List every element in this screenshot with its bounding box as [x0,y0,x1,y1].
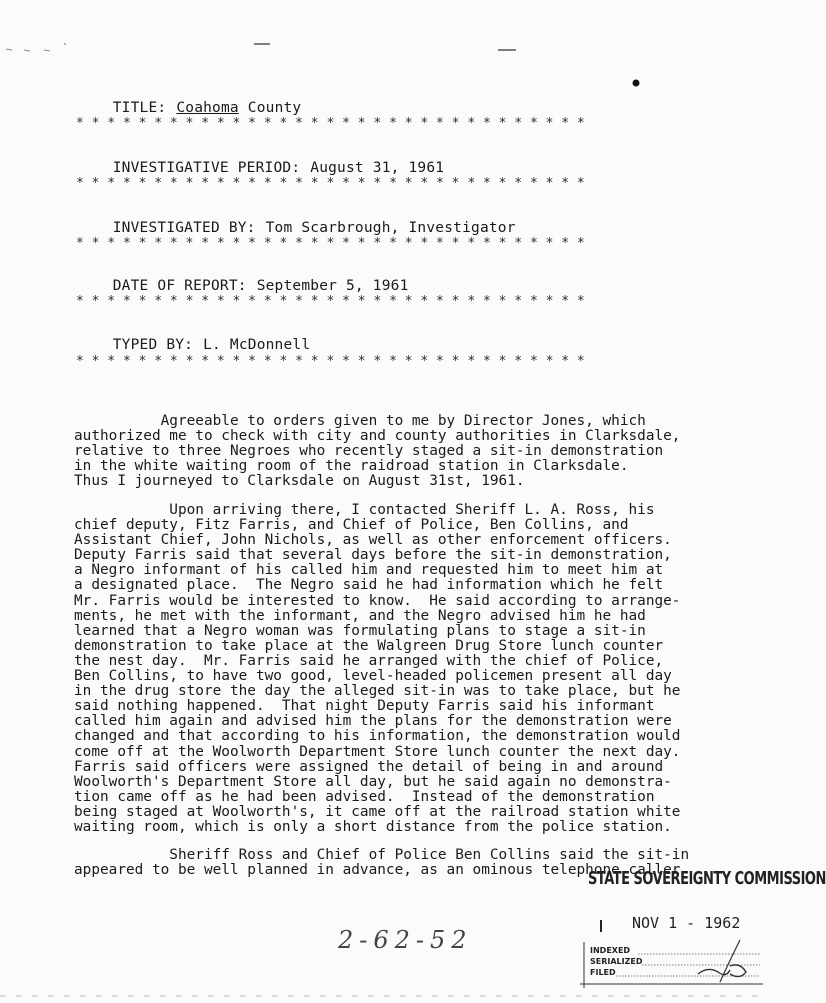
paragraph-1: Agreeable to orders given to me by Director Jones, which authorized me to check with city and county authorities in Clarksdale, relative to three Negroes who recently staged a sit-in demonstration in the white waiting room of the raidroad station in Clarksdale. Thus I journeyed to Clarksdale on August 31st, 1961. [74,413,681,490]
period-label: INVESTIGATIVE PERIOD: [112,160,301,176]
indexed-label: INDEXED [590,946,631,955]
date-received-stamp: NOV 1 - 1962 [632,914,741,932]
paragraph-2: Upon arriving there, I contacted Sheriff L. A. Ross, his chief deputy, Fitz Farris, and Chief of Police, Ben Collins, and Assistant Chief, John Nichols, as well as other enforcement officers. Deputy Farris said that several days before the sit-in demonstration, a Negro informant of his called him and requested him to meet him at a designated place. The Negro said he had information which he felt Mr. Farris would be interested to know. He said according to arrange- ments, he met with the informant, and the Negro advised him he had learned that a Negro woman was formulating plans to stage a sit-in demonstration to take place at the Walgreen Drug Store lunch counter the nest day. Mr. Farris said he arranged with the chief of Police, Ben Collins, to have two good, level-headed policemen present all day in the drug store the day the alleged sit-in was to take place, but he said nothing happened. That night Deputy Farris said his informant called him again and advised him the plans for the demonstration were changed and that according to his information, the demonstration would come off at the Woolworth Department Store lunch counter the next day. Farris said officers were assigned the detail of being in and around Woolworth's Department Store all day, but he said again no demonstra- tion came off as he had been advised. Instead of the demonstration being staged at Woolworth's, it came off at the railroad station white waiting room, which is only a short distance from the police station. [74,502,681,835]
stamp-tick [598,918,604,932]
star-separator: * * * * * * * * * * * * * * * * * * * * * * * * * * * * * * * * * [76,354,585,369]
period-value: August 31, 1961 [310,160,445,176]
filed-label: FILED [590,968,616,977]
scan-mark-top [252,32,272,38]
ink-dot [630,74,642,86]
star-separator: * * * * * * * * * * * * * * * * * * * * * * * * * * * * * * * * * [76,116,585,131]
scan-edge-bottom [0,984,763,990]
report-date-label: DATE OF REPORT: [112,278,247,294]
handwritten-file-number: 2-62-52 [338,926,473,954]
scan-mark-top-left [4,38,74,50]
title-county-underlined: Coahoma [176,100,239,116]
title-label: TITLE: [112,100,167,116]
index-block-lines [580,940,763,990]
investigator-value: Tom Scarbrough, Investigator [265,220,516,236]
report-date-value: September 5, 1961 [256,278,409,294]
star-separator: * * * * * * * * * * * * * * * * * * * * * * * * * * * * * * * * * [76,294,585,309]
investigator-label: INVESTIGATED BY: [112,220,256,236]
serialized-label: SERIALIZED [590,957,643,966]
title-rest: County [238,100,302,116]
paragraph-3: Sheriff Ross and Chief of Police Ben Collins said the sit-in appeared to be well planned in advance, as an ominous telephone caller [74,847,690,879]
scan-mark-top-right [496,38,520,44]
star-separator: * * * * * * * * * * * * * * * * * * * * * * * * * * * * * * * * * [76,236,585,251]
star-separator: * * * * * * * * * * * * * * * * * * * * * * * * * * * * * * * * * [76,176,585,191]
typed-by-label: TYPED BY: [112,337,194,353]
typed-by-value: L. McDonnell [203,337,311,353]
commission-stamp: STATE SOVEREIGNTY COMMISSION [588,869,826,890]
